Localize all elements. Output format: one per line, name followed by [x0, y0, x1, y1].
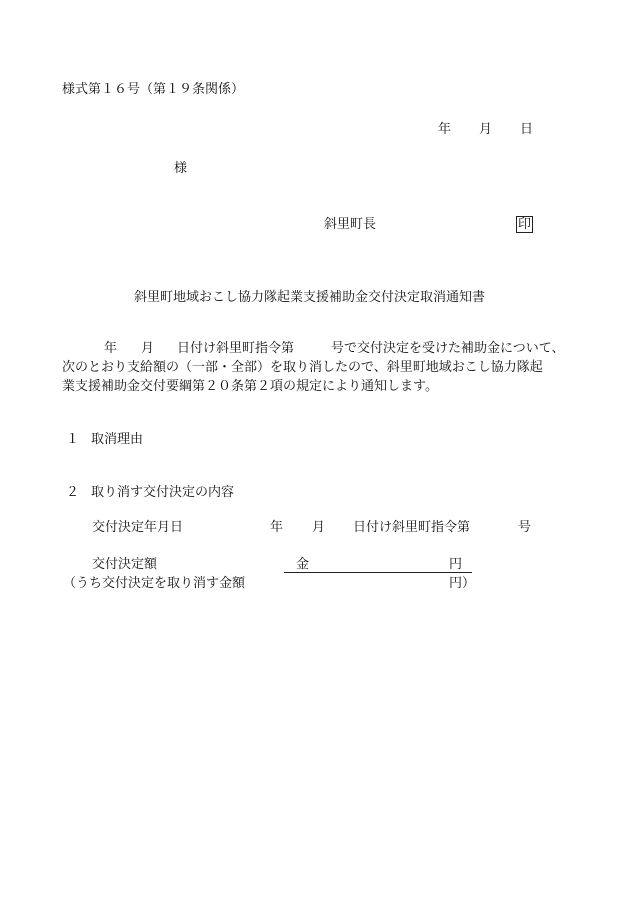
decision-date-year: 年 [270, 520, 284, 535]
seal-mark: 印 [518, 217, 532, 232]
body-line1-year: 年 [104, 341, 118, 356]
body-line1-rest: 号で交付決定を受けた補助金について、 [331, 341, 565, 356]
section1-number: １ [66, 432, 80, 447]
issuer-title: 斜里町長 [324, 217, 377, 232]
body-line2: 次のとおり支給額の（一部・全部）を取り消したので、斜里町地域おこし協力隊起 [62, 360, 543, 375]
decision-number-suffix: 号 [518, 520, 532, 535]
decision-date-dated: 日付け斜里町指令第 [353, 520, 471, 535]
amount-label: 交付決定額 [92, 557, 158, 572]
body-line1-dated: 日付け斜里町指令第 [177, 341, 295, 356]
section2-label: 取り消す交付決定の内容 [91, 485, 235, 500]
date-day: 日 [520, 122, 534, 137]
amount-underline [284, 572, 472, 573]
decision-date-label: 交付決定年月日 [92, 520, 184, 535]
cancel-amount-label: （うち交付決定を取り消す金額 [63, 576, 246, 591]
section2-number: ２ [66, 485, 80, 500]
date-year: 年 [438, 122, 452, 137]
addressee-honorific: 様 [174, 161, 188, 176]
decision-date-month: 月 [312, 520, 326, 535]
amount-yen: 円 [449, 557, 463, 572]
form-number: 様式第１６号（第１９条関係） [62, 82, 245, 97]
document-title: 斜里町地域おこし協力隊起業支援補助金交付決定取消通知書 [134, 290, 486, 305]
amount-kin: 金 [296, 557, 310, 572]
section1-label: 取消理由 [91, 432, 144, 447]
body-line3: 業支援補助金交付要綱第２０条第２項の規定により通知します。 [62, 379, 438, 394]
body-line1-month: 月 [141, 341, 155, 356]
date-month: 月 [479, 122, 493, 137]
cancel-amount-yen: 円） [449, 576, 476, 591]
